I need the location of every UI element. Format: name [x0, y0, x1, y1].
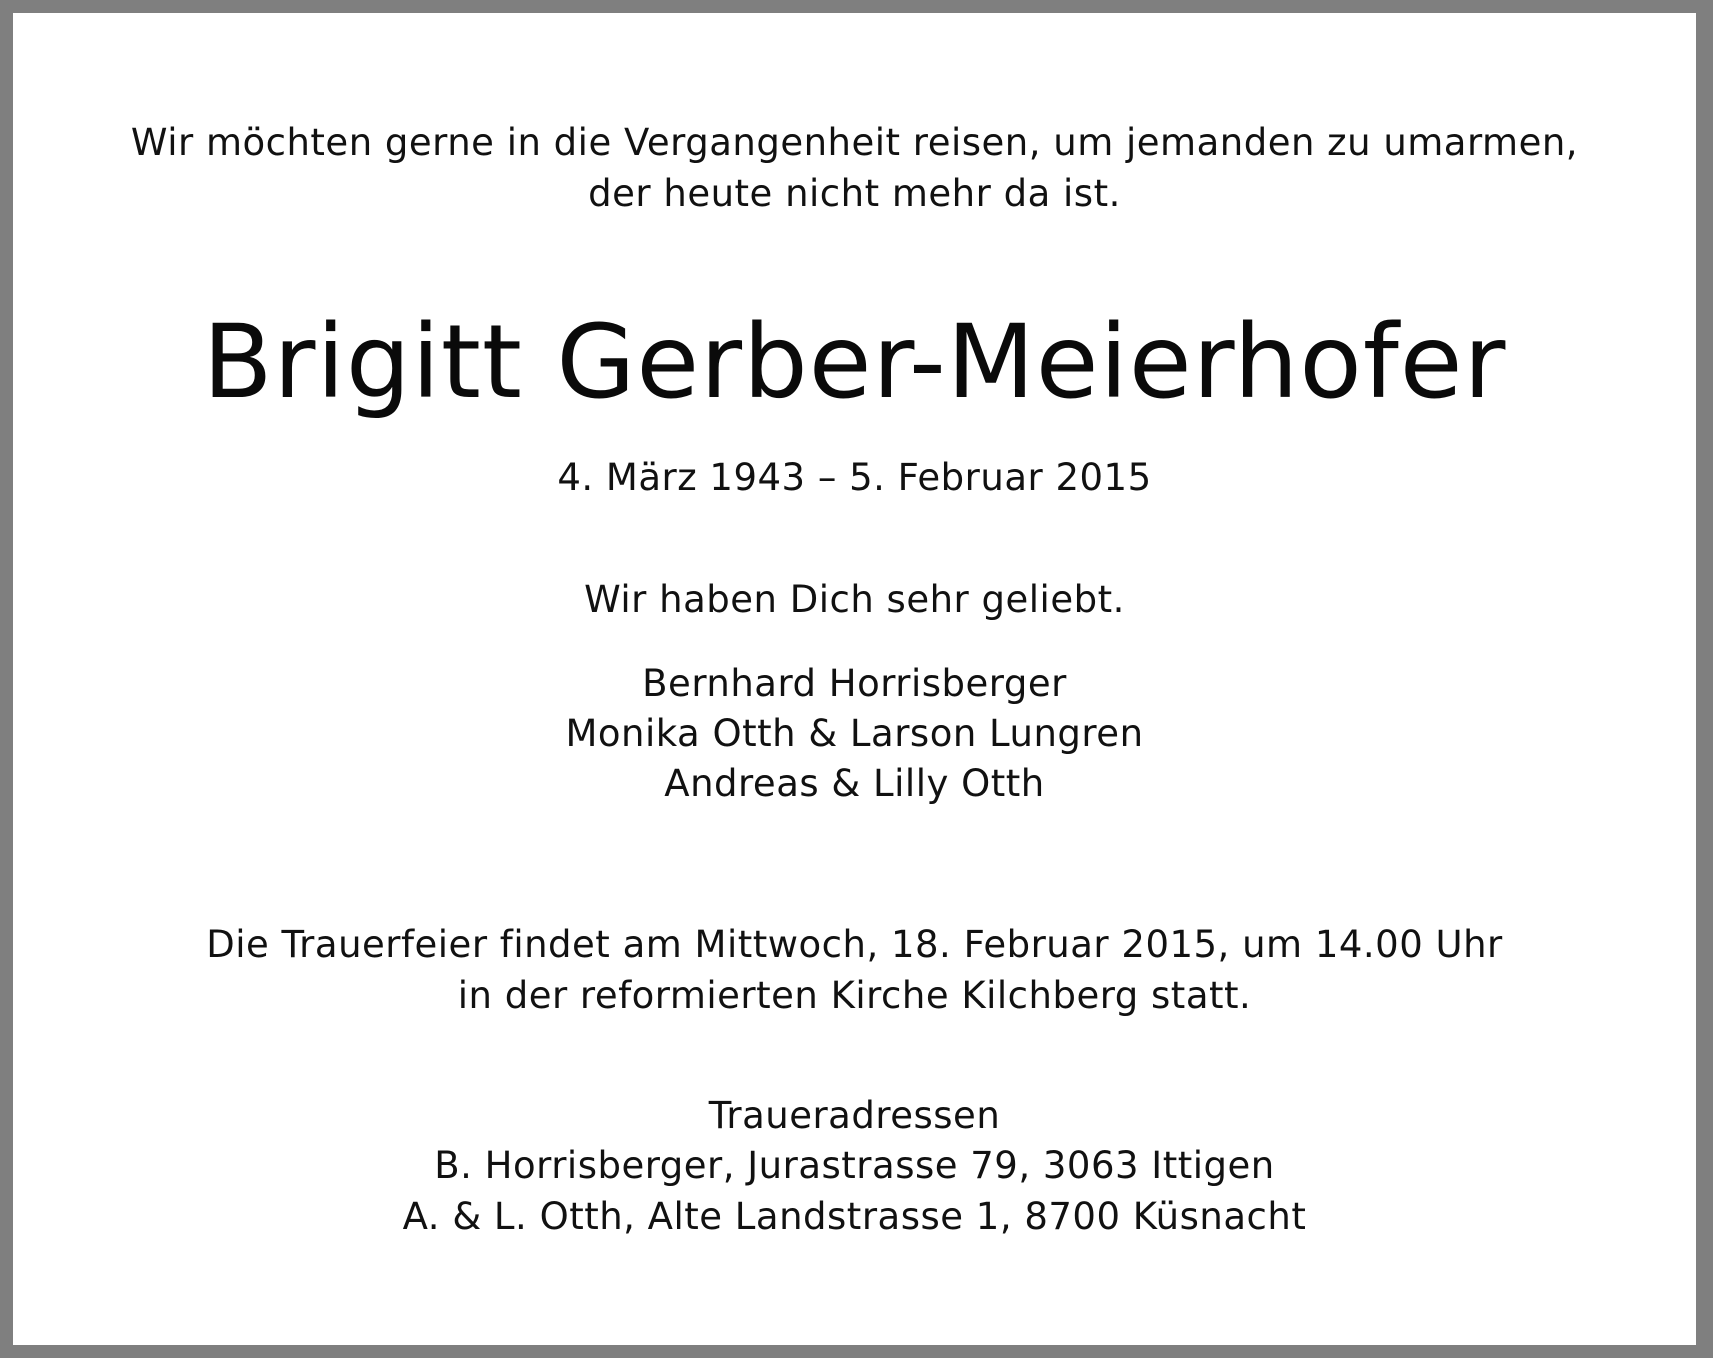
deceased-name: Brigitt Gerber-Meierhofer: [202, 303, 1507, 422]
mourner-2: Monika Otth & Larson Lungren: [565, 712, 1144, 755]
mourner-3: Andreas & Lilly Otth: [664, 762, 1045, 805]
obituary-notice: [13, 13, 1696, 1345]
address-1: B. Horrisberger, Jurastrasse 79, 3063 Ittigen: [434, 1144, 1275, 1187]
farewell-message: Wir haben Dich sehr geliebt.: [584, 578, 1125, 621]
mourner-1: Bernhard Horrisberger: [642, 662, 1067, 705]
service-line-2: in der reformierten Kirche Kilchberg statt.: [457, 974, 1252, 1017]
quote-line-2: der heute nicht mehr da ist.: [588, 172, 1121, 215]
address-2: A. & L. Otth, Alte Landstrasse 1, 8700 Küsnacht: [402, 1195, 1307, 1238]
service-line-1: Die Trauerfeier findet am Mittwoch, 18. Februar 2015, um 14.00 Uhr: [206, 923, 1503, 966]
quote-line-1: Wir möchten gerne in die Vergangenheit reisen, um jemanden zu umarmen,: [130, 121, 1579, 164]
addresses-heading: Traueradressen: [708, 1094, 1001, 1137]
life-dates: 4. März 1943 – 5. Februar 2015: [557, 456, 1152, 499]
